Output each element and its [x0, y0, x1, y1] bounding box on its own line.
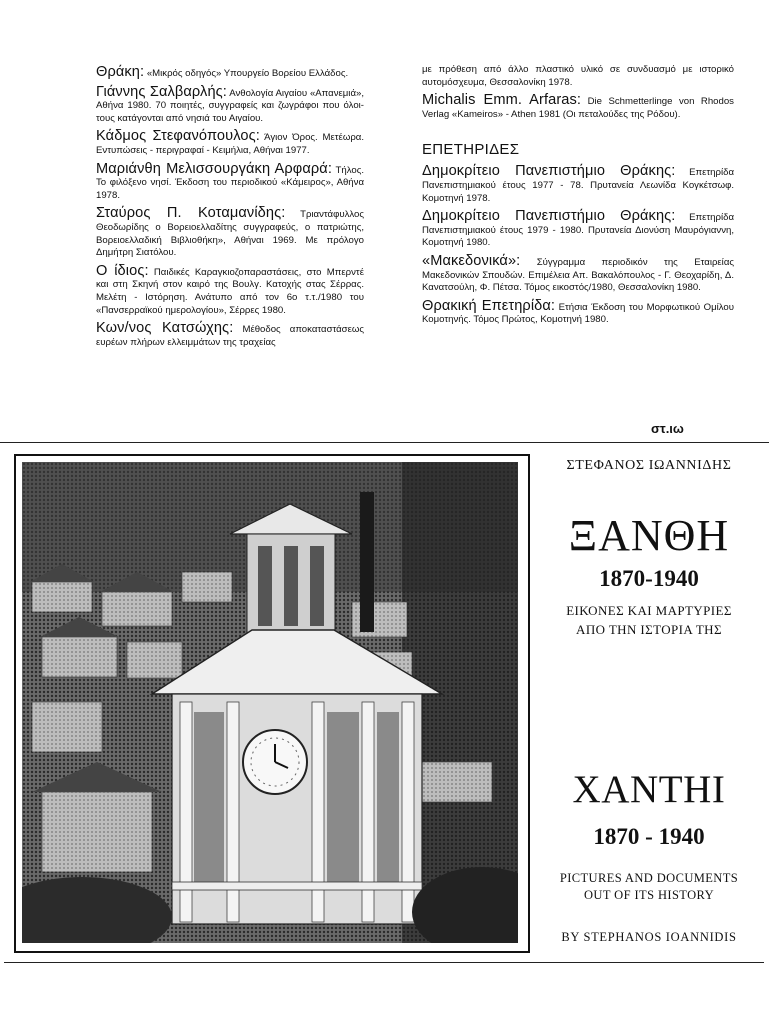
- photo-frame: [14, 454, 530, 953]
- author-english: BY STEPHANOS IOANNIDIS: [561, 930, 737, 944]
- bibliography-entry: [96, 64, 364, 81]
- entry-heading: «Μακεδονικά»:: [422, 252, 521, 269]
- entry-heading: Σταύρος Π. Κοταμανίδης:: [96, 205, 286, 222]
- entry-text: Παιδικές Καραγκιοζοπαραστάσεις, στο Μπερντέ και στη Σκηνή στον καιρό της Βουλγ. Κατοχής στας Σέρρας. Μελέτη - Ιστόρηση. Ανάτυπο από τον 6ο τ.τ./1980 του «Πανσερραϊκού ημερολογίου», Σέρρες 1980.: [96, 266, 364, 316]
- entry-text: Τήλος. Το φιλόξενο νησί. Έκδοση του περιοδικού «Κάμειρος», Αθήνα 1978.: [96, 164, 364, 201]
- author-greek: ΣΤΕΦΑΝΟΣ ΙΩΑΝΝΙΔΗΣ: [566, 458, 732, 473]
- entry-heading: Κων/νος Κατσώχης:: [96, 320, 234, 337]
- clock-tower-photo: [22, 462, 518, 943]
- entry-heading: Ο ίδιος:: [96, 262, 149, 279]
- book-title-panel: [532, 454, 766, 954]
- entry-heading: Κάδμος Στεφανόπουλος:: [96, 128, 260, 145]
- entry-heading: Δημοκρίτειο Πανεπιστήμιο Θράκης:: [422, 163, 676, 180]
- title-english: XANTHI: [572, 768, 726, 811]
- entry-text: Ανθολογία Αιγαίου «Απανεμιά», Αθήνα 1980. 70 ποιητές, συγγραφείς και ζωγράφοι που όλοι-τους κατάγονται από νησιά του Αιγαίου.: [96, 87, 364, 124]
- bibliography-entry: [422, 92, 734, 121]
- entry-text: Επετηρίδα Πανεπιστημιακού έτους 1977 - 78. Πρυτανεία Λεωνίδα Κογκέτσωφ. Κομοτηνή 1978.: [422, 167, 734, 204]
- subtitle-english-line-2: OUT OF ITS HISTORY: [583, 888, 715, 902]
- yearbook-entry: [422, 253, 734, 295]
- years-english: 1870 - 1940: [593, 824, 705, 849]
- entry-text: Ετήσια Έκδοση του Μορφωτικού Ομίλου Κομοτηνής. Τόμος Πρώτος, Κομοτηνή 1980.: [422, 301, 734, 326]
- entry-heading: Μαριάνθη Μελισσουργάκη Αρφαρά:: [96, 160, 332, 177]
- entry-text: Τριαντάφυλλος Θεοδωρίδης ο Βορειοελλαδίτης συγγραφεύς, ο πατριώτης, Βορειοελλαδική Βιβλιοθήκη», Αθήναι 1969. Με πρόλογο Δημήτρη Σιατόλου.: [96, 209, 364, 259]
- entry-heading: Michalis Emm. Arfaras:: [422, 92, 582, 109]
- left-column: [96, 64, 364, 352]
- entry-heading: Θρακική Επετηρίδα:: [422, 297, 556, 314]
- entry-text: «Μικρός οδηγός» Υπουργείο Βορείου Ελλάδος.: [144, 68, 349, 79]
- entry-text: Άγιον Όρος. Μετέωρα. Εντυπώσεις - περιγραφαί - Κειμήλια, Αθήναι 1977.: [96, 132, 364, 156]
- bibliography-entry: [96, 161, 364, 203]
- divider-top: [0, 442, 769, 443]
- yearbook-entry: [422, 208, 734, 250]
- entry-heading: Γιάννης Σαλβαρλής:: [96, 83, 227, 100]
- entry-heading: Θράκη:: [96, 64, 145, 80]
- title-greek: ΞΑΝΘΗ: [568, 511, 730, 560]
- years-greek: 1870-1940: [599, 566, 699, 591]
- yearbook-entry: [422, 163, 734, 205]
- section-title: ΕΠΕΤΗΡΙΔΕΣ: [422, 141, 520, 159]
- entry-text: Μέθοδος αποκαταστάσεως ευρέων πλήρων ελλειμμάτων της τραχείας: [96, 324, 364, 348]
- entry-text: Επετηρίδα Πανεπιστημιακού έτους 1979 - 1980. Πρυτανεία Διονύση Μαυρόγιαννη, Κομοτηνή 1980.: [422, 212, 734, 249]
- entry-continuation: με πρόθεση από άλλο πλαστικό υλικό σε συνδυασμό με ιστορικό αυτομόσχευμα, Θεσσαλονίκη 1978.: [422, 64, 734, 88]
- subtitle-greek-line-2: ΑΠΟ ΤΗΝ ΙΣΤΟΡΙΑ ΤΗΣ: [576, 622, 722, 637]
- clock-tower-illustration: [22, 462, 518, 943]
- bibliography-entry: [96, 263, 364, 317]
- bibliography-entry: [96, 84, 364, 126]
- entry-text: Die Schmetterlinge von Rhodos Verlag «Kameiros» - Athen 1981 (Οι πεταλούδες της Ρόδου).: [422, 96, 734, 120]
- author-signature: στ.ιω: [651, 421, 684, 436]
- subtitle-greek: [532, 601, 766, 639]
- entry-text: Σύγγραμμα περιοδικόν της Εταιρείας Μακεδονικών Σπουδών. Επιμέλεια Απ. Βακαλόπουλος - Γ. Θεοχαρίδη, Δ. Κανατσούλη, Φ. Πέτσα. Τόμος εικοστός/1980, Θεσσαλονίκη 1980.: [422, 256, 734, 294]
- bibliography-entry: [96, 205, 364, 259]
- bibliography-entry: [96, 320, 364, 349]
- yearbook-entry: [422, 298, 734, 327]
- right-column: [422, 64, 734, 330]
- subtitle-greek-line-1: ΕΙΚΟΝΕΣ ΚΑΙ ΜΑΡΤΥΡΙΕΣ: [566, 603, 732, 618]
- divider-bottom: [4, 962, 764, 963]
- entry-heading: Δημοκρίτειο Πανεπιστήμιο Θράκης:: [422, 208, 676, 225]
- subtitle-english-line-1: PICTURES AND DOCUMENTS: [559, 871, 739, 885]
- bibliography-entry: [96, 128, 364, 157]
- subtitle-english: [532, 870, 766, 904]
